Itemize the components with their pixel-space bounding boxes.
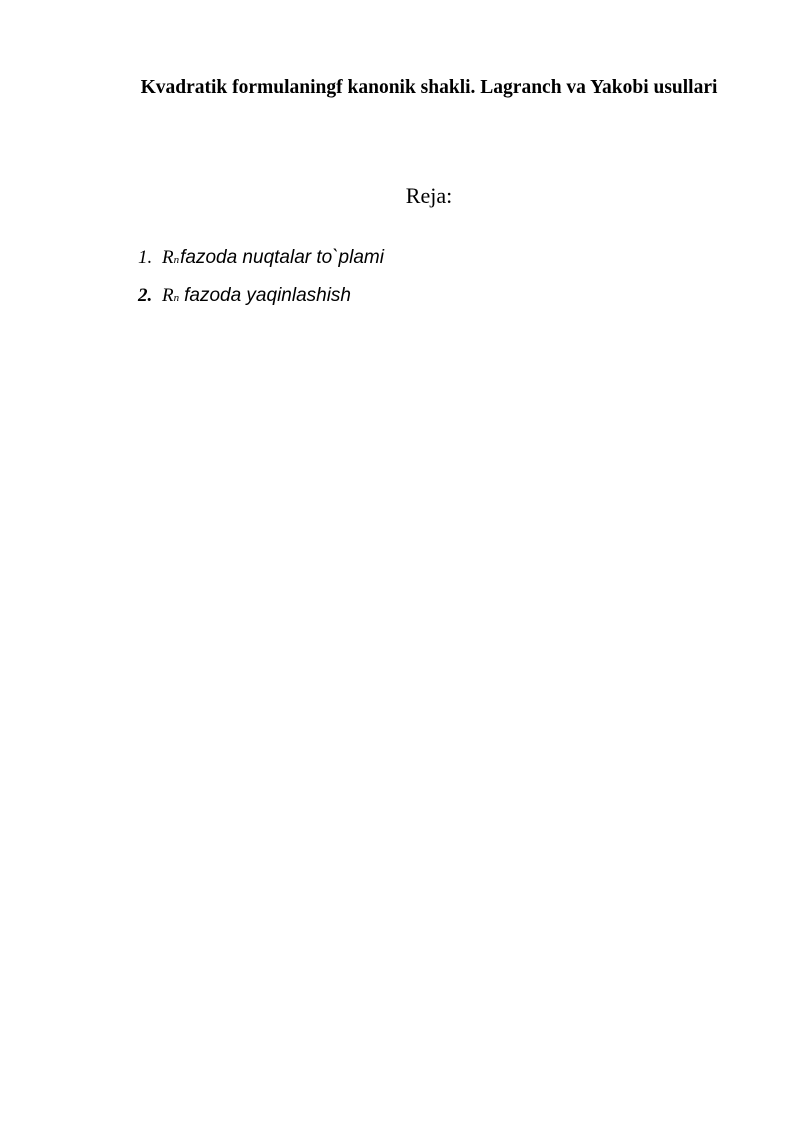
- page-title: Kvadratik formulaningf kanonik shakli. Lagranch va Yakobi usullari: [140, 77, 718, 98]
- plan-list: [138, 246, 384, 322]
- item-text: fazoda yaqinlashish: [184, 285, 351, 306]
- plan-item: 2. R n fazoda yaqinlashish: [138, 285, 351, 306]
- math-symbol: R: [162, 285, 174, 306]
- item-number: 1.: [138, 247, 153, 268]
- math-symbol: R: [162, 247, 174, 268]
- plan-heading: Reja:: [405, 183, 453, 208]
- plan-item: 1. R n fazoda nuqtalar to`plami: [138, 247, 384, 268]
- item-number: 2.: [138, 285, 153, 306]
- item-text: fazoda nuqtalar to`plami: [180, 247, 384, 268]
